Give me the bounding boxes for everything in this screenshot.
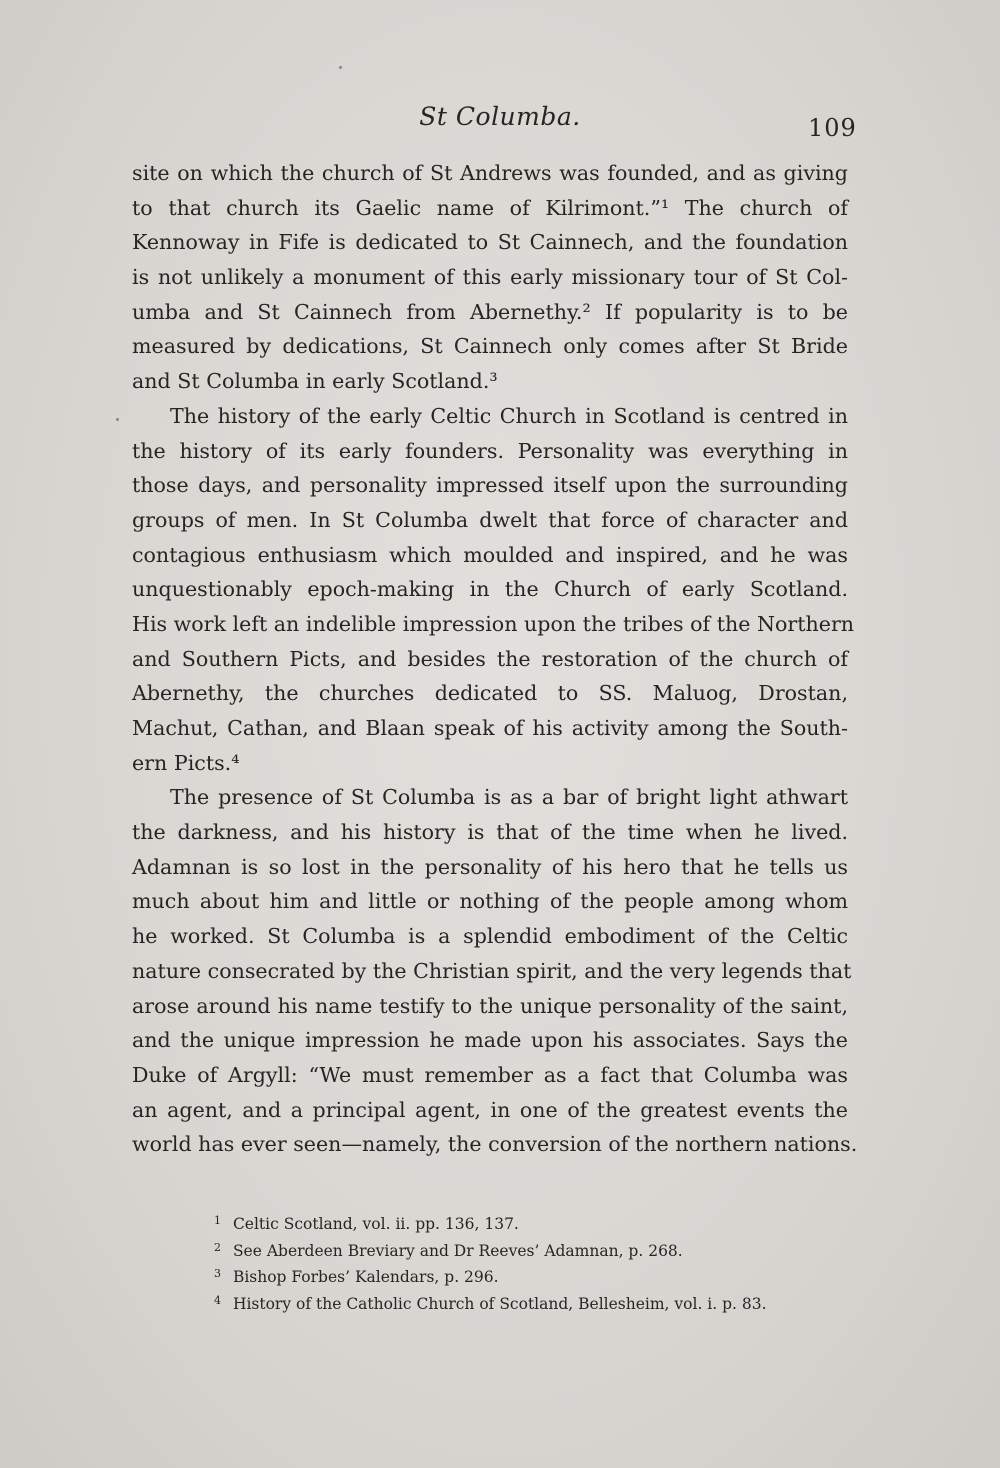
- page-number: 109: [808, 114, 857, 142]
- text-line: Kennoway in Fife is dedicated to St Cainnech, and the foundation: [132, 230, 848, 255]
- text-line: Abernethy, the churches dedicated to SS. Maluog, Drostan,: [132, 681, 848, 706]
- footnote: [214, 1261, 834, 1288]
- footnote-text: Bishop Forbes’ Kalendars, p. 296.: [232, 1268, 499, 1286]
- text-line: and the unique impression he made upon his associates. Says the: [132, 1028, 848, 1053]
- text-line: groups of men. In St Columba dwelt that force of character and: [132, 507, 848, 532]
- text-line: he worked. St Columba is a splendid embodiment of the Celtic: [132, 924, 848, 949]
- footnote-text: Celtic Scotland, vol. ii. pp. 136, 137.: [232, 1215, 519, 1233]
- footnote-text: History of the Catholic Church of Scotland, Bellesheim, vol. i. p. 83.: [232, 1294, 767, 1313]
- text-line: is not unlikely a monument of this early missionary tour of St Col-: [132, 265, 848, 290]
- text-line: The presence of St Columba is as a bar of bright light athwart: [170, 785, 848, 810]
- footnote-mark: 1: [214, 1214, 221, 1227]
- text-line: His work left an indelible impression upon the tribes of the Northern: [132, 611, 855, 636]
- body-text: [132, 156, 858, 1162]
- text-line: umba and St Cainnech from Abernethy.² If popularity is to be: [132, 299, 848, 324]
- footnote-mark: 4: [214, 1293, 221, 1307]
- text-line: the history of its early founders. Personality was everything in: [132, 438, 848, 463]
- text-line: nature consecrated by the Christian spirit, and the very legends that: [132, 958, 852, 983]
- text-line: ern Picts.⁴: [132, 750, 240, 775]
- text-line: Machut, Cathan, and Blaan speak of his activity among the South-: [132, 716, 848, 740]
- text-line: to that church its Gaelic name of Kilrimont.”¹ The church of: [132, 195, 848, 220]
- text-line: site on which the church of St Andrews was founded, and as giving: [132, 161, 848, 185]
- text-line: contagious enthusiasm which moulded and inspired, and he was: [132, 542, 848, 567]
- text-line: arose around his name testify to the unique personality of the saint,: [132, 993, 848, 1018]
- footnote: [214, 1208, 834, 1235]
- text-line: the darkness, and his history is that of the time when he lived.: [132, 820, 848, 845]
- ink-speck: [116, 418, 119, 421]
- text-line: and St Columba in early Scotland.³: [132, 369, 498, 394]
- text-line: an agent, and a principal agent, in one of the greatest events the: [132, 1097, 848, 1122]
- footnote-text: See Aberdeen Breviary and Dr Reeves’ Adamnan, p. 268.: [232, 1241, 683, 1260]
- text-line: world has ever seen—namely, the conversion of the northern nations.: [132, 1132, 858, 1157]
- footnote-mark: 3: [214, 1267, 221, 1280]
- text-line: much about him and little or nothing of the people among whom: [132, 889, 848, 914]
- text-line: Adamnan is so lost in the personality of his hero that he tells us: [132, 854, 848, 879]
- footnote: [214, 1288, 834, 1315]
- text-line: and Southern Picts, and besides the restoration of the church of: [132, 646, 848, 671]
- text-line: measured by dedications, St Cainnech only comes after St Bride: [132, 334, 848, 359]
- ink-speck: [339, 66, 342, 69]
- footnote-mark: 2: [214, 1240, 221, 1254]
- text-line: Duke of Argyll: “We must remember as a fact that Columba was: [132, 1062, 848, 1087]
- footnotes: [214, 1208, 834, 1314]
- footnote: [214, 1235, 834, 1262]
- running-title: St Columba.: [419, 102, 581, 131]
- text-line: unquestionably epoch-making in the Church of early Scotland.: [132, 577, 848, 602]
- text-line: The history of the early Celtic Church in Scotland is centred in: [170, 403, 848, 428]
- text-line: those days, and personality impressed itself upon the surrounding: [132, 473, 848, 498]
